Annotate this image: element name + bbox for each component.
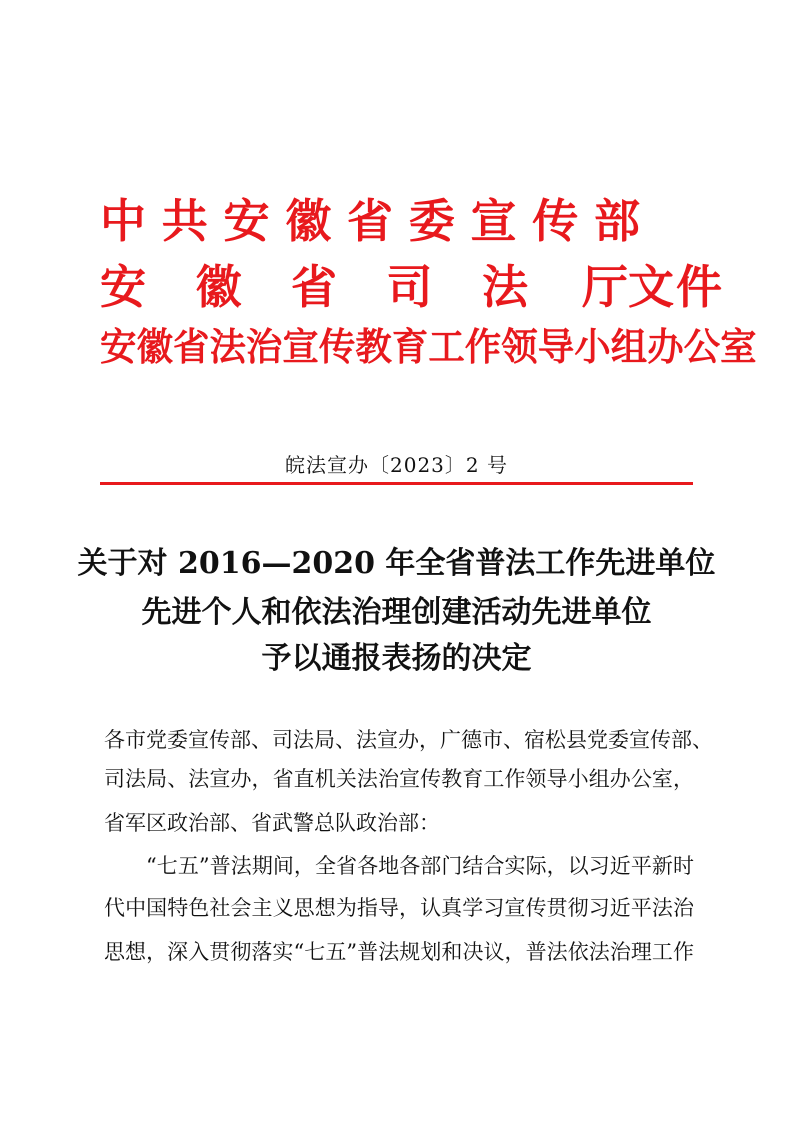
header-char: 安 [100,260,146,314]
header-char: 法 [482,260,528,314]
header-char: 徽 [195,260,242,314]
body-paragraph-line-3: 思想，深入贯彻落实“七五”普法规划和决议，普法依法治理工作 [104,940,694,964]
issuer-header-line-3: 安徽省法治宣传教育工作领导小组办公室 [100,325,757,369]
issuer-header-line-2 [100,260,724,314]
recipients-line-3: 省军区政治部、省武警总队政治部： [104,811,440,835]
document-title-line-3: 予以通报表扬的决定 [261,641,532,676]
document-number: 皖法宣办〔2023〕2 号 [285,453,508,477]
document-title-line-2: 先进个人和依法治理创建活动先进单位 [141,595,652,630]
document-title-line-1: 关于对 2016—2020 年全省普法工作先进单位 [77,546,716,581]
recipients-line-2: 司法局、法宣办，省直机关法治宣传教育工作领导小组办公室， [104,767,694,791]
header-char: 安 [223,194,270,248]
header-char: 省 [291,260,337,314]
header-char: 徽 [285,194,332,248]
header-char: 省 [347,194,393,248]
header-char: 委 [408,194,455,248]
red-divider-line [100,482,693,485]
header-char: 中 [100,194,146,248]
body-paragraph-line-2: 代中国特色社会主义思想为指导，认真学习宣传贯彻习近平法治 [104,896,694,920]
header-char: 传 [532,194,579,248]
body-paragraph-line-1: “七五”普法期间，全省各地各部门结合实际，以习近平新时 [146,854,694,878]
header-char: 部 [594,194,640,248]
issuer-header-line-1 [100,194,640,248]
header-spread [100,260,582,314]
recipients-line-1: 各市党委宣传部、司法局、法宣办，广德市、宿松县党委宣传部、 [104,728,713,752]
header-char: 厅 [582,260,628,314]
header-document-suffix: 文件 [628,260,724,314]
header-char: 司 [386,260,433,314]
header-char: 共 [161,194,208,248]
header-char: 宣 [470,194,517,248]
